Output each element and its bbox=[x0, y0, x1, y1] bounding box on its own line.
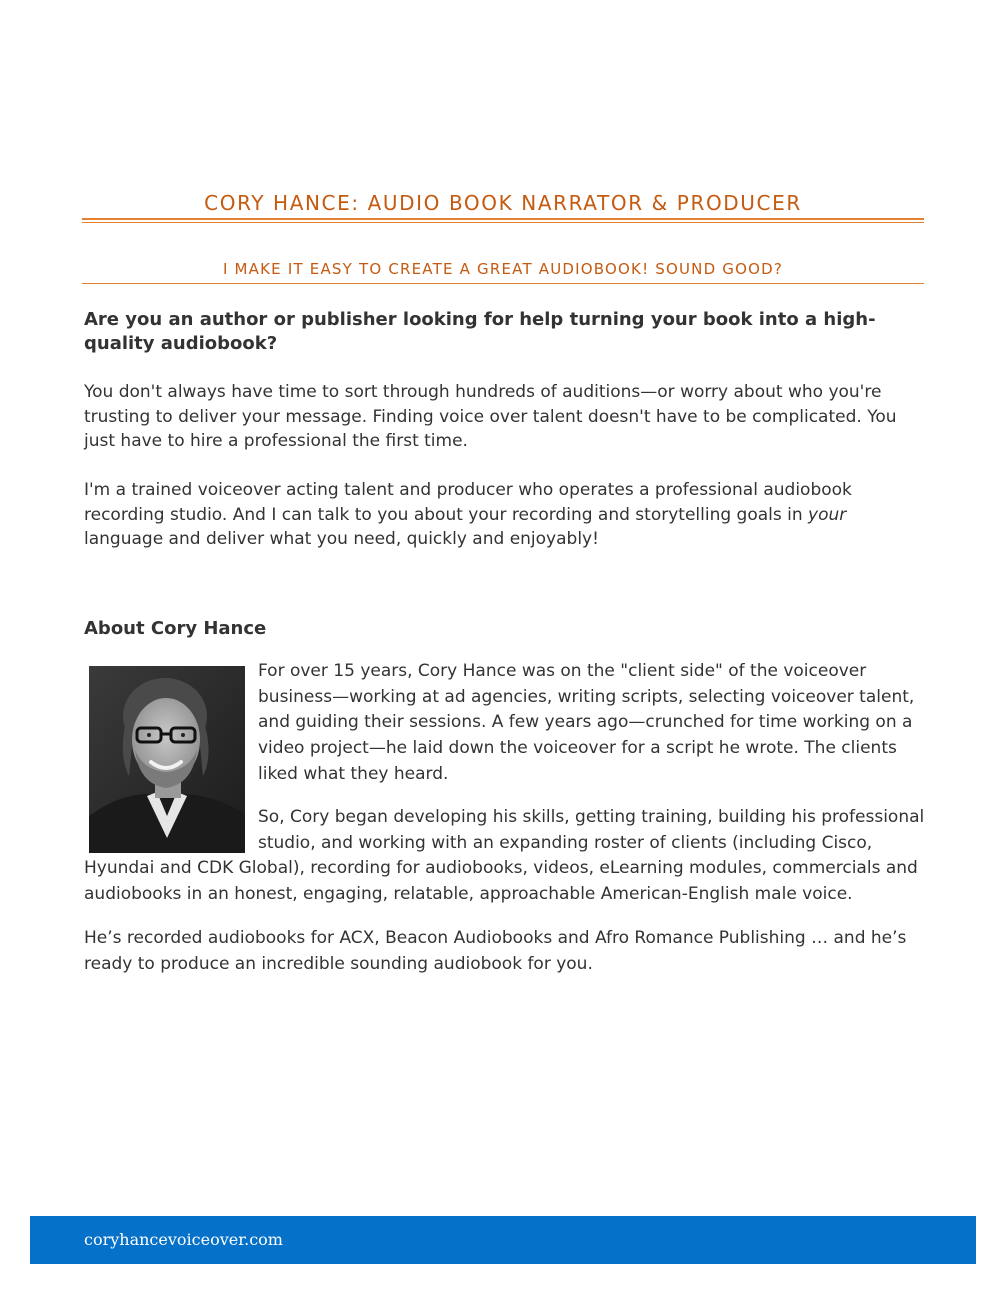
about-heading: About Cory Hance bbox=[84, 618, 267, 639]
portrait-illustration bbox=[89, 666, 245, 853]
bio-paragraph-1: For over 15 years, Cory Hance was on the "client side" of the voiceover business—working at ad agencies, writing scripts, selecting voiceover talent, and guiding their sessions. A few years ago—crunched for time working on a video project—he laid down the voiceover for a script he wrote. The clients liked what they heard. bbox=[258, 661, 915, 784]
intro-paragraph-2-end: language and deliver what you need, quickly and enjoyably! bbox=[84, 529, 599, 549]
title-rule-top bbox=[82, 218, 924, 220]
closing-paragraph: He’s recorded audiobooks for ACX, Beacon Audiobooks and Afro Romance Publishing … and he’s ready to produce an incredible sounding audiobook for you. bbox=[84, 928, 907, 974]
footer-bar bbox=[30, 1216, 976, 1264]
intro-paragraph-2-start: I'm a trained voiceover acting talent and producer who operates a professional audiobook recording studio. And I can talk to you about your recording and storytelling goals in bbox=[84, 480, 852, 525]
portrait-photo bbox=[89, 666, 245, 853]
subtitle-rule bbox=[82, 283, 924, 284]
intro-question: Are you an author or publisher looking for help turning your book into a high-quality audiobook? bbox=[84, 309, 876, 354]
title-rule-bottom bbox=[82, 222, 924, 223]
intro-paragraph-1: You don't always have time to sort through hundreds of auditions—or worry about who you're trusting to deliver your message. Finding voice over talent doesn't have to be complicated. You just have to hire a professional the first time. bbox=[84, 382, 897, 451]
intro-paragraph-2 bbox=[84, 478, 924, 552]
bio-paragraph-2-rest: Hyundai and CDK Global), recording for audiobooks, videos, eLearning modules, commercials and audiobooks in an honest, engaging, relatable, approachable American-English male voice. bbox=[84, 858, 918, 904]
page-subtitle: I MAKE IT EASY TO CREATE A GREAT AUDIOBOOK! SOUND GOOD? bbox=[222, 260, 784, 278]
bio-paragraph-2-wrap: So, Cory began developing his skills, getting training, building his professional studio, and working with an expanding roster of clients (including Cisco, bbox=[258, 807, 925, 853]
intro-paragraph-2-emphasis: your bbox=[808, 504, 847, 525]
website-link[interactable]: coryhancevoiceover.com bbox=[84, 1230, 283, 1249]
page-title: CORY HANCE: AUDIO BOOK NARRATOR & PRODUCER bbox=[204, 191, 802, 215]
